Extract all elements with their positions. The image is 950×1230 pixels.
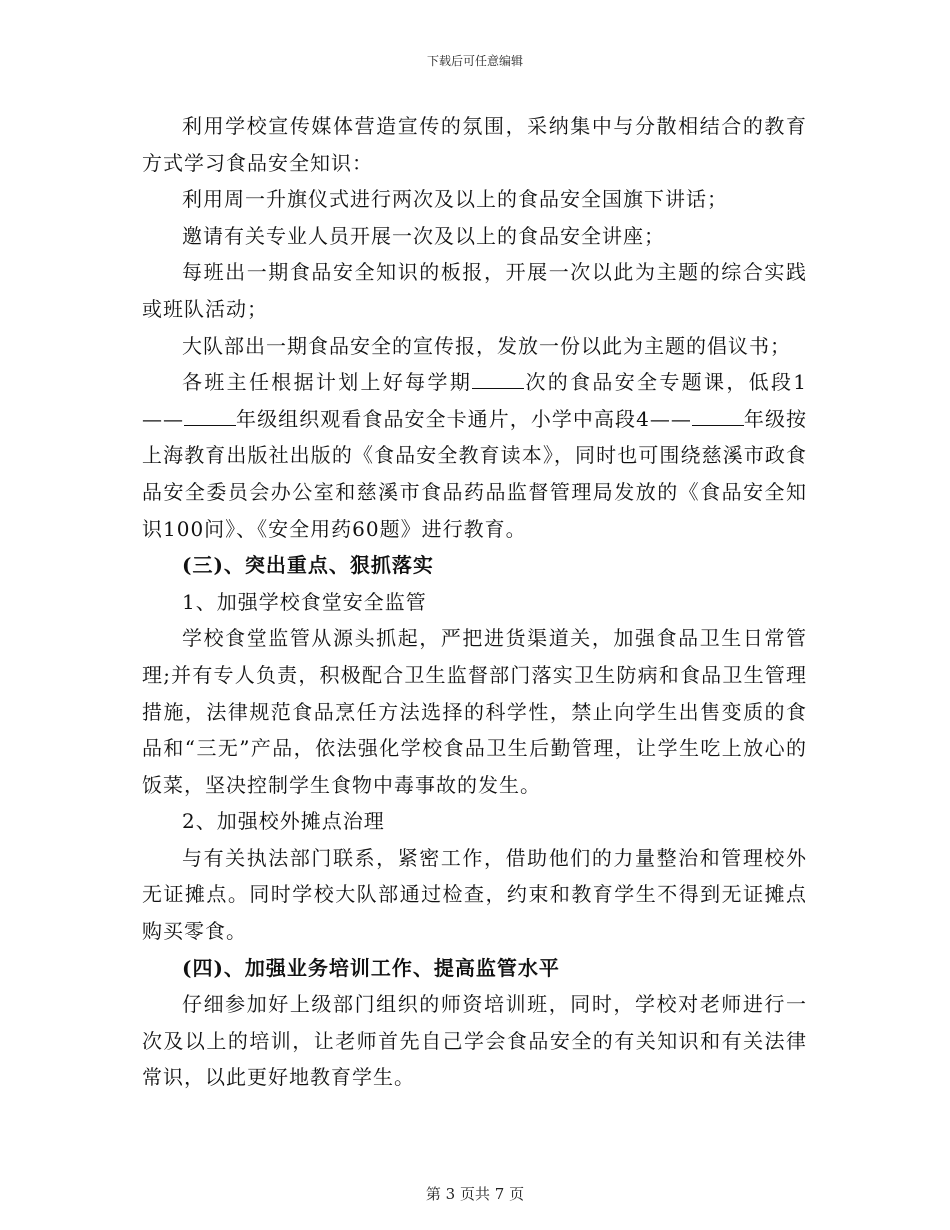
subsection-heading: 1、加强学校食堂安全监管: [182, 589, 427, 614]
blank-underline: [692, 405, 744, 426]
section-heading: (三)、突出重点、狠抓落实: [182, 553, 434, 578]
paragraph: 邀请有关专业人员开展一次及以上的食品安全讲座；: [182, 223, 665, 248]
paragraph: 与有关执法部门联系，紧密工作，借助他们的力量整治和管理校外无证摊点。同时学校大队部通过检查，约束和教育学生不得到无证摊点购买零食。: [142, 845, 807, 944]
text-run: 年级组织观看食品安全卡通片，小学中高段4——: [236, 406, 692, 431]
subsection-heading: 2、加强校外摊点治理: [182, 809, 385, 834]
paragraph: 利用学校宣传媒体营造宣传的氛围，采纳集中与分散相结合的教育方式学习食品安全知识：: [142, 114, 807, 175]
text-run: 各班主任根据计划上好每学期: [182, 370, 473, 395]
paragraph: 大队部出一期食品安全的宣传报，发放一份以此为主题的倡议书；: [182, 333, 791, 358]
page-header: 下载后可任意编辑: [426, 54, 523, 68]
text-run: 次的食品安全专题课，低段1——: [142, 370, 807, 431]
page-footer: 第 3 页共 7 页: [425, 1185, 525, 1203]
section-heading: (四)、加强业务培训工作、提高监管水平: [182, 955, 560, 980]
text-run: 年级按上海教育出版社出版的《食品安全教育读本》，同时也可围绕慈溪市政食品安全委员会办公室和慈溪市食品药品监督管理局发放的《食品安全知识100问》、《安全用药60题》进行教育。: [142, 406, 807, 541]
blank-underline: [184, 405, 236, 426]
paragraph: 利用周一升旗仪式进行两次及以上的食品安全国旗下讲话；: [182, 187, 728, 212]
paragraph: 学校食堂监管从源头抓起，严把进货渠道关，加强食品卫生日常管理;并有专人负责，积极配合卫生监督部门落实卫生防病和食品卫生管理措施，法律规范食品烹任方法选择的科学性，禁止向学生出售变质的食品和“三无”产品，依法强化学校食品卫生后勤管理，让学生吃上放心的饭菜，坚决控制学生食物中毒事故的发生。: [142, 626, 807, 797]
paragraph: 每班出一期食品安全知识的板报，开展一次以此为主题的综合实践或班队活动；: [142, 260, 807, 321]
paragraph-with-blanks: [142, 364, 807, 547]
paragraph: 仔细参加好上级部门组织的师资培训班，同时，学校对老师进行一次及以上的培训，让老师首先自己学会食品安全的有关知识和有关法律常识，以此更好地教育学生。: [142, 992, 807, 1090]
blank-underline: [472, 368, 524, 389]
document-body: [142, 108, 807, 1096]
